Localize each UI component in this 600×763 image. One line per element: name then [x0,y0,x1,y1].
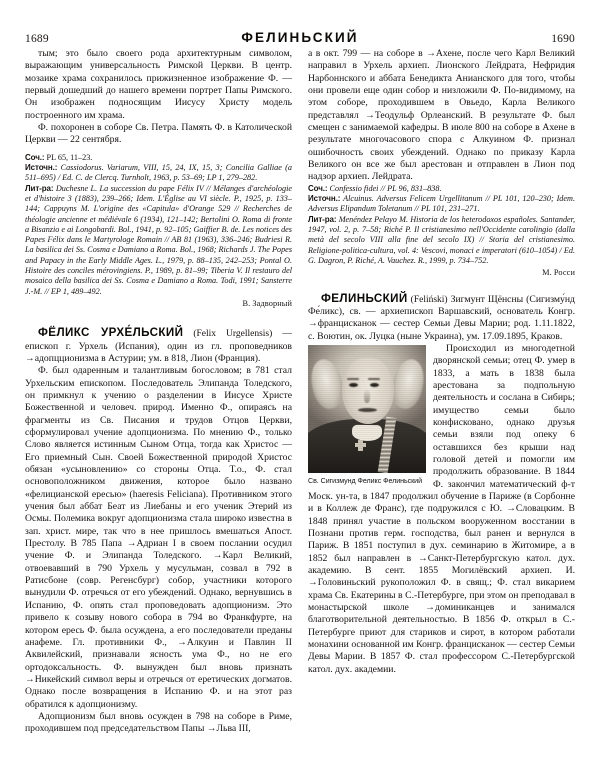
felix-urgell-continued-paragraph: а в окт. 799 — на соборе в →Ахене, после чего Карл Великий направил в Урхель архиеп. Лионского Лейдрата, Нефридия Нарбоннского и аббата Бенедикта Анианского для того, чтобы они провели еще один собор и низложили Ф. По-видимому, на этом соборе, проходившем в Овьедо, Карла Великого представлял →Теодульф Орлеанский. В результате Ф. был смещен с занимаемой кафедры. В июле 800 на соборе в Ахене в результате многочасового спора с Алкуином Ф. признал ошибочность своих убеждений. Однако по приказу Карла Великого он все же был арестован и отправлен в Лион под надзор архиеп. Лейдрата. [308,48,575,183]
felix-iv-signature: В. Задворный [242,298,292,308]
felinski-entry-opening [308,293,575,343]
halftone-grain-overlay [308,345,426,473]
felix-iv-istochn-block [25,163,292,184]
left-column [25,48,292,754]
istochn-label: Источн.: [308,194,341,204]
spacer [25,310,292,327]
felix-urgell-headword: ФЁЛИКС УРХЕ́ЛЬСКИЙ [38,326,184,340]
felix-iv-lit-block [25,184,292,297]
felinski-headword: ФЕЛИНЬСКИЙ [321,291,408,305]
page-title: ФЕЛИНЬСКИЙ [241,30,359,45]
felix-urgell-lit-block [308,215,575,266]
folio-right: 1690 [551,33,575,45]
soch-text: Confessio fidei // PL 96, 831–838. [329,183,442,193]
right-column [308,48,575,754]
felix-urgell-entry-opening [25,327,292,365]
istochn-text: Cassiodorus. Variarum, VIII, 15, 24, IX, 15, 3; Concilia Galliae (a 511–695) / Ed. C. de Clercq. Turnholt, 1963, p. 53–69; LP 1, 279–282. [25,163,293,183]
felix-urgell-istochn-block [308,194,575,215]
felix-urgell-latin-name: (Felix Urgellensis) [193,329,273,340]
felix-urgell-paragraph-2: Адопционизм был вновь осужден в 798 на соборе в Риме, проходившем под председательством Папы →Льва III, [25,710,292,735]
portrait-image [308,345,426,473]
felix-iv-paragraph-2: Ф. похоронен в соборе Св. Петра. Память Ф. в Католической Церкви — 22 сентября. [25,122,292,146]
felix-urgell-paragraph-1: Ф. был одаренным и талантливым богословом; в 781 стал Урхельским епископом. Последователь Элипанда Толедского, он примкнул к учению о разделении в Иисусе Христе Божественной и человеч. природ. Именно Ф., опираясь на фрагменты из Св. Писания и трудов Отцов Церкви, сформулировал учение адопционизма. По мнению Ф., только Слово является истинным Сыном Отца, тогда как Христос — Его приемный Сын. Своей Божественной природой Христос обязан «усыновлению» со стороны Отца. Т.о., Ф. стал основоположником движения, которое было названо «фелицианской ересью» (haeresis Feliciana). Противником этого учения был аббат Беат из Лиебаны и его ученик Этерий из Осмы. Полемика вокруг адопционизма стала широко известна в зап. христ. мире, так что в нее пришлось вмешаться Апост. Престолу. В 785 Папа →Адриан I в своем послании осудил учение Ф. и Элипанда Толедского. →Карл Великий, отвоевавший в 790 Урхель у мусульман, созвал в 792 в Ратисбоне (совр. Регенсбург) собор, участники которого вынудили Ф. отречься от его убеждений. Однако, вернувшись в Испанию, Ф. опять стал проповедовать адопционизм. Это привело к созыву нового собора в 794 во Франкфурте, на котором ересь Ф. была осуждена, а его последователи преданы анафеме. Гл. противники Ф., →Алкуин и Павлин II Аквилейский, признавали ясность ума Ф., но не его ортодоксальность. Ф. вынужден был вновь признать →Никейский символ веры и отречься от еретических догматов. Однако после возвращения в Испанию Ф. и на этот раз обратился к адопционизму. [25,365,292,710]
istochn-text: Alcuinus. Adversus Felicem Urgellitanum // PL 101, 120–230; Idem. Adversus Elipandum Toletanum // PL 101, 231–271. [308,194,575,214]
felix-urgell-signature: М. Росси [542,268,575,278]
running-head [25,30,575,48]
lit-text: Duchesne L. La succession du pape Félix IV // Mélanges d'archéologie et d'histoire 3 (1883), 239–266; Idem. L'Église au VI siècle. P., 1925, p. 133–144; Cappuyns M. L'origine des «Capitula» d'Orange 529 // Recherches de théologie ancienne et médiévale 6 (1934), 121–142; Bertolini O. Roma di fronte a Bisanzio e ai Longobardi. Bol., 1941, p. 92–105; Gaiffier B. de. Les notices des Papes Félix dans le Martyrologe Romain // AB 81 (1963), 336–246; Budriesi R. La basilica dei Ss. Cosma e Damiano a Roma. Bol., 1968; Richards J. The Popes and Papacy in the Early Middle Ages. L., 1979, p. 88–135, 242–253; Pontal O. Histoire des conciles mérovingiens. P., 1989, p. 81–99; Tiberia V. Il restauro del mosaico della basilica dei Ss. Cosma e Damiano a Roma. Todi, 1991; Sansterre J.-M. // EP 1, 489–492. [25,183,293,296]
soch-label: Соч.: [308,183,328,193]
felix-urgell-definition: — епископ г. Урхель (Испания), один из гл. проповедников →адопцционизма в Астурии; ум. в 818, Лион (Франция). [25,328,292,364]
folio-left: 1689 [25,33,49,45]
soch-text: PL 65, 11–23. [46,152,93,162]
felix-iv-paragraph-1: тым; это было своего рода архитектурным символом, выражающим универсальность Римской Церкви. В центр. мозаике храма сохранилось прижизненное изображение Ф. — первый дошедший до нашего времени портрет Папы Римского. Он изображен подносящим Иисусу Христу модель построенного им храма. [25,48,292,121]
felinski-paragraph-1: Происходил из многодетной дворянской семьи; отец Ф. умер в 1833, а мать в 1838 была арестована за подпольную деятельность и сослана в Сибирь; имущество семьи было конфисковано, однако друзья семьи взяли под опеку 6 оставшихся без крыши над головой детей и помогли им продолжить образование. В 1844 Ф. закончил математический ф-т Моск. ун-та, в 1847 продолжил обучение в Париже (в Сорбонне и в Коллеж де Франс), где подружился с Ю. →Словацким. В 1848 принял участие в польском вооруженном восстании в Познани против герм. господства, был ранен и вернулся в Париж. В 1851 поступил в дух. семинарию в Житомире, а в 1852 был направлен в →Санкт-Петербургскую катол. дух. академию. В сент. 1855 Могилёвский архиеп. И. →Головиньский рукоположил Ф. в свящ.; Ф. стал викарием храма Св. Екатерины в С.-Петербурге, при этом он преподавал в монастырской школе →доминиканцев и занимался благотворительной деятельностью. В 1856 Ф. открыл в С.-Петербурге приют для стариков и сирот, в котором работали монахини основанной им Конгр. францисканок — сестер Семьи Девы Марии. В 1857 Ф. стал профессором С.-Петербургской катол. дух. академии. [308,342,575,675]
felinski-latin-name: (Feliński) [410,294,448,305]
lit-label: Лит-ра: [308,214,337,224]
portrait-caption: Св. Сигизмунд Феликс Фелиньский [308,476,423,485]
felinski-definition: Зигмунт Щёнсны (Сигизму́нд Фе́ликс), св. — архиепископ Варшавский, основатель Конгр. →францисканок — сестер Семьи Девы Марии; род. 1.11.1822, с. Воютин, ок. Луцка (ныне Украина), ум. 17.09.1895, Краков. [308,293,575,342]
istochn-label: Источн.: [25,163,58,173]
lit-text: Menéndez Pelayo M. Historia de los heterodoxos españoles. Santander, 1947, vol. 2, p. 7–58; Riché P. Il cristianesimo nell'Occidente carolingio (dalla metà del secolo VIII alla fine del secolo IX) // Storia del cristianesimo. Religione-politica-cultura, vol. 4: Vescovi, monaci e imperatori (610–1054) / Ed. G. Dagron, P. Riché, A. Vauchez. R., 1999, p. 734–752. [308,214,575,265]
lit-label: Лит-ра: [25,183,54,193]
portrait-figure [308,345,426,485]
felix-iv-soch-block [25,153,292,163]
felix-urgell-soch-block [308,184,575,194]
soch-label: Соч.: [25,152,45,162]
column-container [25,48,575,754]
